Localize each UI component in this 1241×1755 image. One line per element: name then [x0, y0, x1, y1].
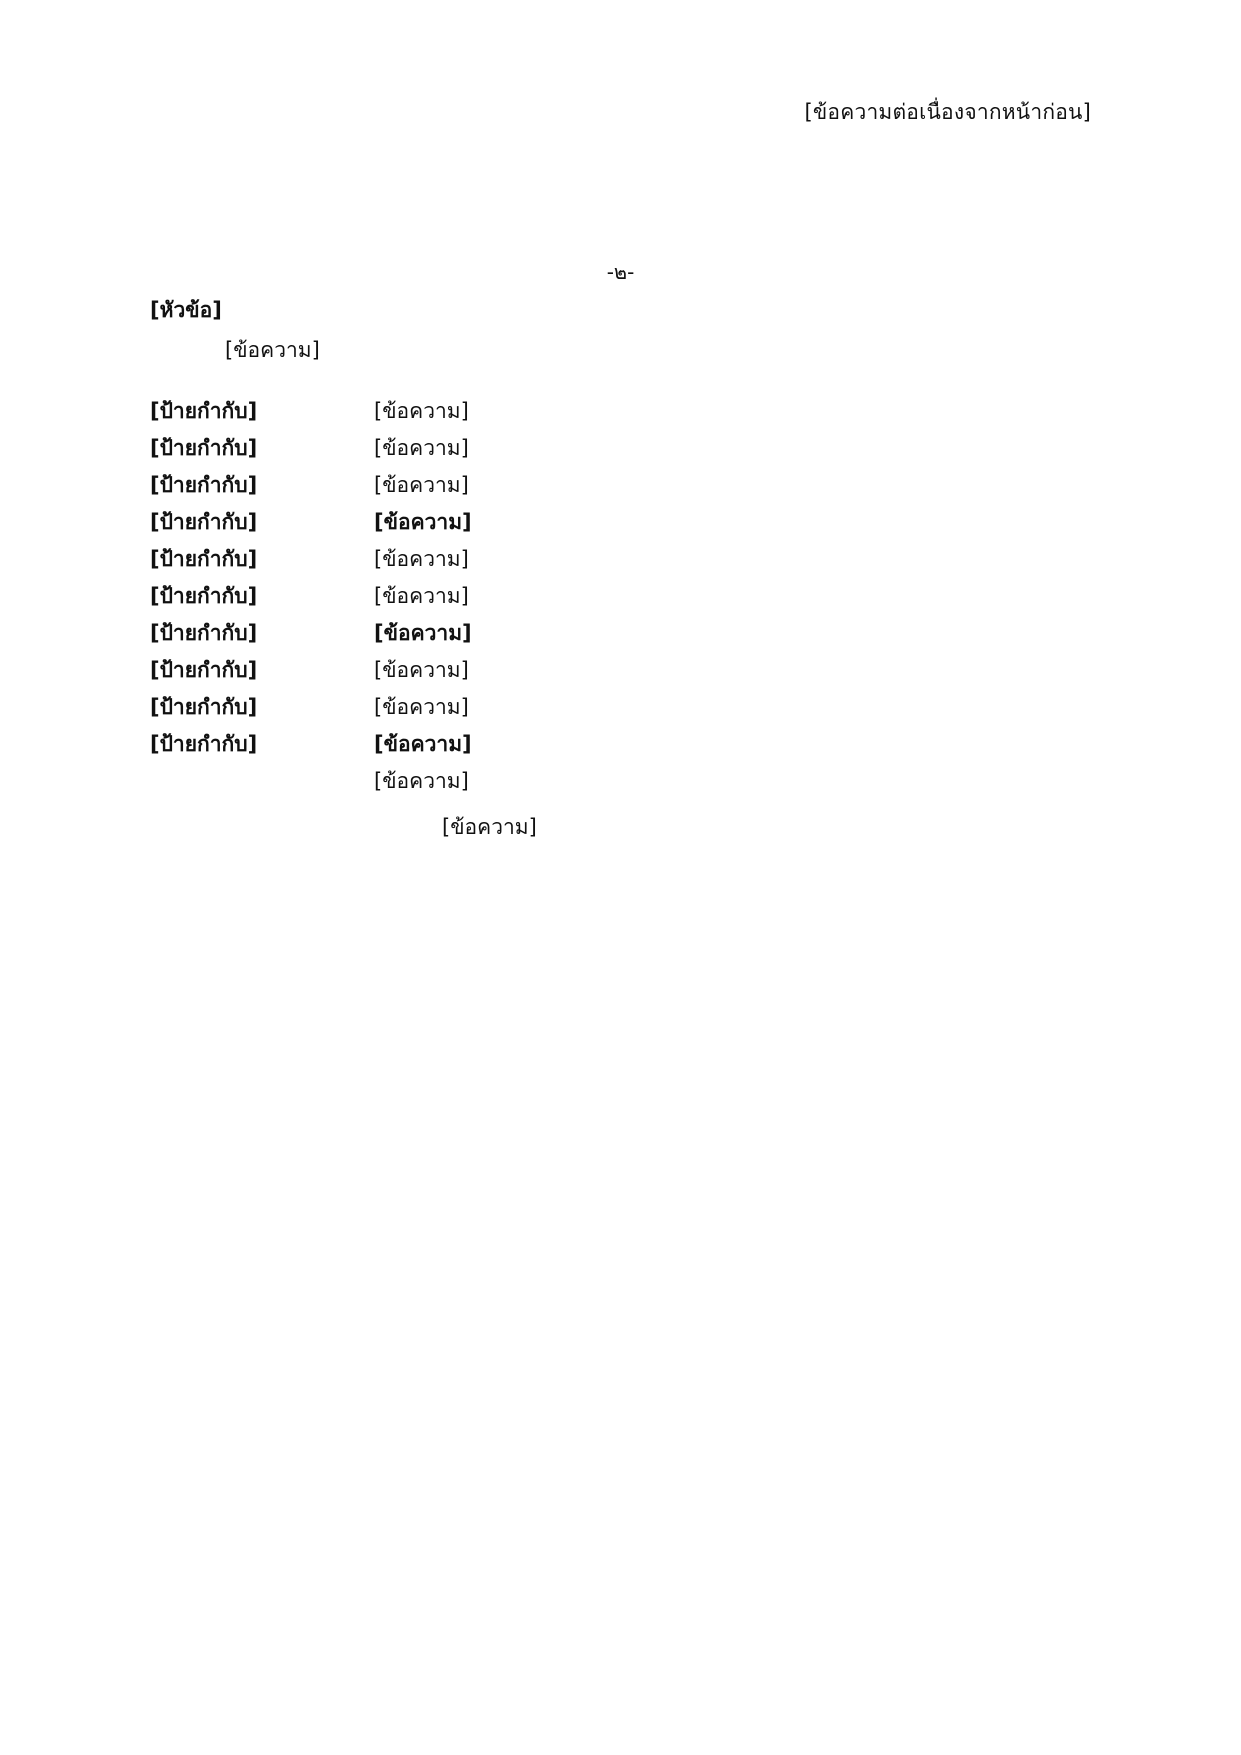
row-text: [ข้อความ]: [374, 584, 469, 608]
minutes-body: [150, 393, 1140, 846]
row-label: [ป้ายกำกับ]: [150, 695, 258, 719]
absent-content: [ข้อความ]: [225, 338, 320, 362]
minutes-row: [150, 652, 1140, 689]
page-number: -๒-: [606, 260, 635, 284]
agenda-3-body: [ข้อความ]: [374, 769, 469, 793]
row-text: [374, 726, 1140, 846]
row-label: [ป้ายกำกับ]: [150, 473, 258, 497]
row-label: [ป้ายกำกับ]: [150, 436, 258, 460]
row-text: [ข้อความ]: [374, 658, 469, 682]
row-text: [ข้อความ]: [374, 399, 469, 423]
minutes-row: [150, 541, 1140, 578]
row-text: [ข้อความ]: [374, 510, 472, 534]
continuation-note: [ข้อความต่อเนื่องจากหน้าก่อน]: [804, 100, 1091, 124]
row-label: [ป้ายกำกับ]: [150, 510, 258, 534]
article-9-block: [374, 809, 1140, 846]
minutes-row: [150, 615, 1140, 652]
absent-heading: [หัวข้อ]: [150, 298, 222, 322]
row-text: [ข้อความ]: [374, 436, 469, 460]
row-label: [ป้ายกำกับ]: [150, 584, 258, 608]
minutes-row: [150, 467, 1140, 504]
minutes-row: [150, 393, 1140, 430]
article-9-text: [ข้อความ]: [442, 815, 537, 839]
minutes-row: [150, 578, 1140, 615]
row-text: [ข้อความ]: [374, 473, 469, 497]
row-text: [ข้อความ]: [374, 695, 469, 719]
minutes-row: [150, 504, 1140, 541]
row-label: [ป้ายกำกับ]: [150, 399, 258, 423]
minutes-row: [150, 689, 1140, 726]
row-label: [ป้ายกำกับ]: [150, 547, 258, 571]
row-label: [ป้ายกำกับ]: [150, 621, 258, 645]
row-label: [ป้ายกำกับ]: [150, 732, 258, 756]
row-text: [ข้อความ]: [374, 621, 472, 645]
agenda-3-title: [ข้อความ]: [374, 732, 472, 756]
minutes-row: [150, 430, 1140, 467]
row-label: [ป้ายกำกับ]: [150, 658, 258, 682]
row-text: [ข้อความ]: [374, 547, 469, 571]
minutes-row: [150, 726, 1140, 846]
